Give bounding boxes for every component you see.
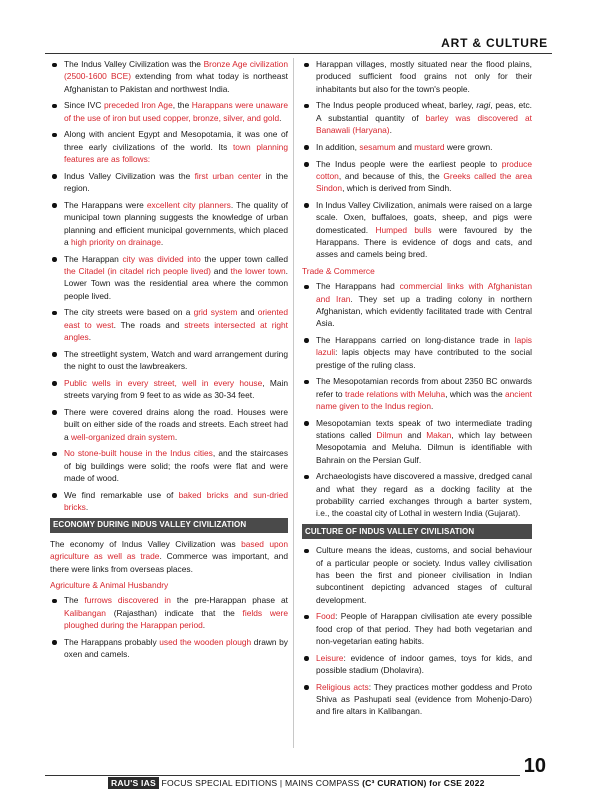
bullet-item [302, 544, 532, 605]
bullet-item [50, 99, 288, 124]
text-segment: Along with ancient Egypt and Mesopotamia, it was one of three early civilizations of the world. Its [64, 129, 288, 152]
text-segment: . The roads and [113, 319, 185, 330]
highlighted-text: Leisure [316, 652, 344, 663]
highlighted-text: high priority on drainage [71, 236, 161, 247]
text-segment: drawn by oxen and camels. [64, 636, 288, 659]
highlighted-text: Bronze Age civilization (2500-1600 BCE) [64, 59, 288, 82]
text-segment: . [279, 112, 282, 123]
text-segment: Culture means the ideas, customs, and social behaviour of a particular people or society. Indus valley civilisation has been the first and pioneer civilisation in Indian subcontinent depicting advanced stages of cultural development. [316, 545, 532, 605]
text-segment: The Indus people produced wheat, barley, [316, 100, 477, 111]
highlighted-text: Humped bulls [375, 224, 432, 235]
bullet-item [302, 99, 532, 136]
text-segment: and [402, 430, 427, 441]
highlighted-text: the lower town [230, 265, 286, 276]
text-segment: , which was the [445, 388, 505, 399]
footer-rule [45, 775, 520, 776]
text-segment: Harappan villages, mostly situated near the flood plains, produced sufficient food grains not only for their inhabitants but also for the town's people. [316, 59, 532, 94]
text-segment: . [160, 236, 164, 247]
highlighted-text: Public wells in every street, well in every house [64, 377, 263, 388]
text-segment: . [202, 619, 206, 630]
highlighted-text: used the wooden plough [159, 636, 252, 647]
highlighted-text: sesamum [359, 141, 396, 152]
bullet-item [50, 199, 288, 248]
text-segment: The Harappan [64, 253, 123, 264]
text-segment: The Indus people were the earliest people to [316, 158, 502, 169]
highlighted-text: well-organized drain system [71, 431, 175, 442]
bullet-item [302, 375, 532, 412]
text-segment: The [64, 595, 85, 606]
bullet-item [302, 610, 532, 647]
text-segment: : People of Harappan civilisation ate every possible food crop of that period. They had both vegetarian and non-vegetarian eating habits. [316, 611, 532, 646]
text-segment: , the [172, 100, 192, 111]
text-segment: , which lay between Mesopotamia and Meluha. Dilmun is identifiable with Bahrain on the Persian Gulf. [316, 430, 532, 465]
text-segment: The Harappans had [316, 281, 400, 292]
bullet-item [50, 447, 288, 484]
text-segment: were grown. [444, 141, 493, 152]
text-segment: and [237, 307, 258, 318]
bullet-item [302, 141, 532, 153]
highlighted-text: baked bricks and sun-dried bricks [64, 489, 288, 512]
highlighted-text: furrows discovered in [84, 595, 171, 606]
text-segment: There were covered drains along the road. Houses were built on either side of the roads and streets. Each street had a [64, 406, 288, 442]
right-column [302, 58, 532, 722]
bullet-item [50, 406, 288, 443]
text-segment: , and the staircases of big buildings were solid; the roofs were flat and were made of wood. [64, 448, 289, 483]
text-segment: , which is derived from Sindh. [342, 183, 452, 194]
text-segment: Mesopotamian texts speak of two intermediate trading stations called [316, 417, 532, 441]
highlighted-text: Kalibangan [64, 607, 106, 618]
header-rule [45, 53, 552, 54]
page-number: 10 [523, 755, 546, 777]
bullet-item [302, 681, 532, 718]
trade-list [302, 280, 532, 519]
bullet-item [302, 417, 532, 466]
bullet-item [50, 636, 288, 661]
highlighted-text: excellent city planners [146, 199, 231, 210]
bullet-item [302, 470, 532, 519]
highlighted-text: town planning features are as follows: [64, 141, 288, 165]
agriculture-list [50, 594, 288, 660]
bullet-item [302, 280, 532, 329]
text-segment: . Lower Town was the residential area where the common people lived. [64, 265, 288, 301]
text-segment: , peas, etc. A substantial quantity of [316, 100, 532, 123]
text-segment: . [389, 124, 392, 135]
text-segment: : evidence of indoor games, toys for kids, and possible stadium (Dholavira). [316, 652, 532, 676]
highlighted-text: the Citadel (in citadel rich people lived) [64, 265, 211, 276]
text-segment: in the region. [64, 170, 289, 194]
bullet-item [50, 594, 288, 631]
bullet-item [50, 489, 288, 514]
text-segment: . Commerce was important, and there were links from overseas places. [50, 551, 288, 574]
text-segment: were favoured by the Harappans. There is evidence of dogs and cats, and asses and camels being bred. [316, 224, 532, 260]
text-segment: . [85, 502, 89, 512]
highlighted-text: first urban center [194, 170, 262, 181]
text-segment: The Mesopotamian records from about 2350 BC onwards refer to [316, 376, 532, 399]
text-segment: Archaeologists have discovered a massive, dredged canal and what they regard as a docking facility at the probability carried exchanges through a barter system, i.e., the coastal city of Lothal in western India (Gujarat). [316, 471, 533, 519]
highlighted-text: streets intersected at right angles [64, 319, 289, 342]
highlighted-text: barley was discovered at Banawali (Haryana) [316, 112, 532, 135]
bullet-item [50, 170, 288, 195]
page-header [0, 22, 600, 50]
text-segment: The streetlight system, Watch and ward arrangement during the night to oust the lawbreakers. [64, 348, 288, 372]
highlighted-text: lapis lazuli [316, 334, 532, 358]
text-segment: We find remarkable use of [64, 489, 179, 500]
economy-paragraph [50, 538, 288, 575]
highlighted-text: Makan [426, 430, 452, 441]
bullet-item [50, 377, 288, 402]
text-segment: and [210, 265, 231, 276]
crops-list [302, 58, 532, 260]
text-segment: The Harappans were [64, 199, 147, 210]
text-segment: The Indus Valley Civilization was the [64, 59, 204, 69]
text-segment: . [88, 331, 92, 342]
highlighted-text: Food [316, 611, 336, 622]
bullet-item [302, 158, 532, 195]
highlighted-text: Harappans were unaware of the use of iron but used copper, bronze, silver, and gold [64, 100, 288, 123]
bullet-item [302, 334, 532, 371]
highlighted-text: No stone-built house in the Indus cities [64, 448, 213, 459]
text-segment: The Harappans probably [64, 636, 160, 647]
highlighted-text: preceded Iron Age [103, 100, 173, 111]
bullet-item [302, 58, 532, 95]
bullet-item [302, 199, 532, 260]
highlighted-text: based upon agriculture as well as trade [50, 539, 288, 562]
highlighted-text: produce cotton [316, 158, 532, 181]
highlighted-text: grid system [193, 307, 238, 318]
footer-text [108, 778, 485, 788]
footer-curation: (C³ CURATION) for CSE 2022 [362, 778, 485, 788]
highlighted-text: oriented east to west [64, 307, 288, 330]
bullet-item [50, 253, 288, 302]
text-segment: : They practices mother goddess and Proto Shiva as Pashupati seal (evidence from Mohenjo-Daro) and fire altars in Kalibangan. [316, 681, 532, 717]
text-segment: The city streets were based on a [64, 307, 194, 318]
text-segment: The economy of Indus Valley Civilization was [50, 539, 242, 550]
text-segment: (Rajasthan) indicate that the [105, 607, 243, 618]
text-segment: Since IVC [64, 100, 104, 111]
header-title: ART & CULTURE [441, 36, 548, 50]
text-segment: In addition, [316, 141, 360, 152]
footer-edition: FOCUS SPECIAL EDITIONS | MAINS COMPASS [158, 778, 363, 788]
highlighted-text: city was divided into [122, 253, 201, 264]
bullet-item [50, 348, 288, 373]
page-footer [0, 753, 600, 793]
town-planning-list [50, 58, 288, 513]
highlighted-text: trade relations with Meluha [344, 388, 446, 399]
bullet-item [50, 128, 288, 165]
culture-list [302, 544, 532, 717]
text-segment: and [395, 141, 415, 152]
text-segment: Indus Valley Civilization was the [64, 170, 195, 181]
text-segment: . The quality of municipal town planning suggests the knowledge of urban planning and efficient municipal governments, which placed a [64, 199, 288, 247]
text-segment: the pre-Harappan phase at [170, 595, 288, 606]
text-segment: . [431, 400, 434, 411]
text-segment: , and because of this, the [338, 170, 444, 181]
column-divider [293, 58, 294, 748]
highlighted-text: Dilmun [376, 430, 403, 441]
subheading-trade: Trade & Commerce [302, 265, 375, 276]
bullet-item [50, 306, 288, 343]
text-segment: . They set up a trading colony in northern Afghanistan, which evidently facilitated trade with Central Asia. [316, 293, 532, 329]
bullet-item [302, 652, 532, 677]
section-heading-culture: CULTURE OF INDUS VALLEY CIVILISATION [302, 524, 532, 539]
highlighted-text: mustard [414, 141, 445, 152]
highlighted-text: Greeks called the area Sindon [316, 170, 532, 194]
text-segment: The Harappans carried on long-distance trade in [316, 334, 515, 345]
text-segment: . [174, 431, 178, 442]
text-segment: , Main streets varying from 9 feet to as wide as 30-34 feet. [64, 377, 288, 401]
text-segment: the upper town called [200, 253, 288, 264]
text-segment: In Indus Valley Civilization, animals were raised on a large scale. Oxen, buffaloes, goats, sheep, and pigs were domesticated. [316, 199, 532, 235]
highlighted-text: fields were ploughed during the Harappan period [64, 607, 289, 630]
left-column [50, 58, 288, 665]
text-segment: extending from what today is northeast Afghanistan to Pakistan and northwest India. [64, 71, 288, 94]
text-segment: : lapis objects may have contributed to the social prestige of the ruling class. [316, 347, 532, 370]
bullet-item [50, 58, 288, 95]
highlighted-text: ancient name given to the Indus region [316, 388, 532, 411]
section-heading-economy: ECONOMY DURING INDUS VALLEY CIVILIZATION [50, 518, 288, 533]
text-segment: ragi [476, 100, 491, 111]
subheading-agriculture: Agriculture & Animal Husbandry [50, 579, 169, 590]
highlighted-text: commercial links with Afghanistan and Iran [316, 281, 533, 304]
highlighted-text: Religious acts [316, 681, 369, 692]
footer-brand: RAU'S IAS [108, 777, 159, 789]
